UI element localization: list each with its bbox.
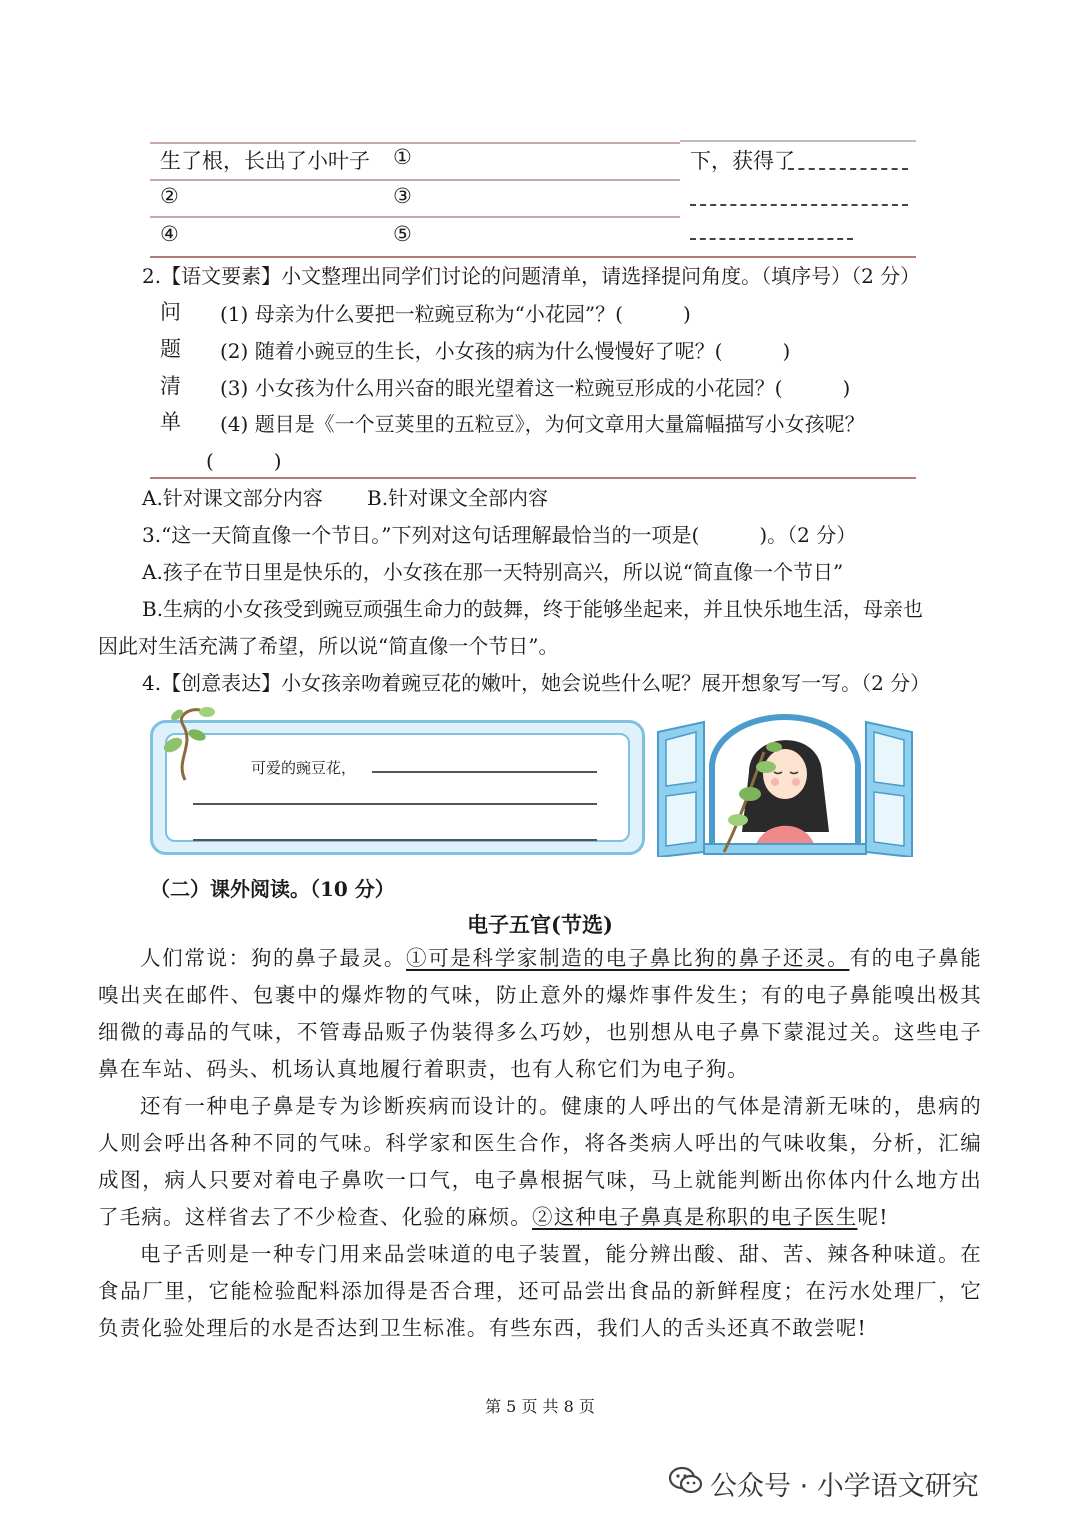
paragraph-3: 电子舌则是一种专门用来品尝味道的电子装置，能分辨出酸、甜、苦、辣各种味道。在食品厂里，它能检验配料添加得是否合理，还可品尝出食品的新鲜程度；在污水处理厂，它负责化验处理后的水是否达到卫生标准。有些东西，我们人的舌头还真不敢尝呢! bbox=[98, 1242, 982, 1340]
q4-stem: 4.【创意表达】小女孩亲吻着豌豆花的嫩叶，她会说些什么呢？展开想象写一写。（2 分） bbox=[142, 671, 931, 695]
q3-option-b: B.生病的小女孩受到豌豆顽强生命力的鼓舞，终于能够坐起来，并且快乐地生活，母亲也 bbox=[142, 597, 924, 621]
table-top-rule bbox=[150, 142, 680, 144]
paragraph-2 bbox=[98, 1088, 982, 1236]
answer-blank[interactable] bbox=[690, 204, 908, 206]
passage bbox=[98, 940, 982, 1347]
table-cell: ⑤ bbox=[393, 222, 412, 246]
writing-line[interactable] bbox=[193, 803, 597, 805]
paragraph-1 bbox=[98, 940, 982, 1088]
table-row-rule bbox=[150, 179, 680, 181]
table-cell: ② bbox=[160, 184, 179, 208]
q2-stem: 2.【语文要素】小文整理出同学们讨论的问题清单，请选择提问角度。（填序号）（2 分） bbox=[142, 264, 921, 288]
table-top-rule-right bbox=[680, 140, 916, 142]
option-a: A.针对课文部分内容 bbox=[142, 486, 323, 510]
question-item: (3) 小女孩为什么用兴奋的眼光望着这一粒豌豆形成的小花园？( ) bbox=[220, 376, 851, 400]
option-b: B.针对课文全部内容 bbox=[367, 486, 549, 510]
answer-blank[interactable] bbox=[690, 238, 853, 240]
card-prompt: 可爱的豌豆花， bbox=[251, 759, 357, 777]
question-item: (2) 随着小豌豆的生长，小女孩的病为什么慢慢好了呢？( ) bbox=[220, 339, 791, 363]
table-cell: ① bbox=[393, 145, 412, 169]
side-label: 单 bbox=[160, 410, 181, 434]
paragraph-text: 还有一种电子鼻是专为诊断疾病而设计的。健康的人呼出的气体是清新无味的，患病的人则会呼出各种不同的气味。科学家和医生合作，将各类病人呼出的气味收集，分析，汇编成图，病人只要对着电子鼻吹一口气，电子鼻根据气味，马上就能判断出你体内什么地方出了毛病。这样省去了不少检查、化验的麻烦。 bbox=[98, 1094, 982, 1229]
wechat-icon bbox=[668, 1463, 704, 1499]
writing-line[interactable] bbox=[372, 771, 597, 773]
underlined-sentence-2: ②这种电子鼻真是称职的电子医生 bbox=[532, 1205, 858, 1229]
table-cell: 生了根，长出了小叶子 bbox=[160, 149, 370, 173]
table-bottom-rule bbox=[150, 256, 916, 258]
box-bottom-rule bbox=[150, 477, 916, 479]
question-item: (4) 题目是《一个豆荚里的五粒豆》，为何文章用大量篇幅描写小女孩呢？ bbox=[220, 412, 865, 436]
table-cell: ③ bbox=[393, 184, 412, 208]
paragraph-text: 呢! bbox=[857, 1205, 889, 1229]
side-label: 问 bbox=[160, 300, 181, 324]
vine-icon bbox=[155, 700, 225, 785]
page-footer: 第 5 页 共 8 页 bbox=[485, 1397, 595, 1416]
writing-line[interactable] bbox=[193, 839, 597, 841]
q3-option-a: A.孩子在节日里是快乐的，小女孩在那一天特别高兴，所以说“简直像一个节日” bbox=[142, 560, 844, 584]
table-cell: 下，获得了 bbox=[690, 149, 795, 173]
side-label: 题 bbox=[160, 337, 181, 361]
table-row-rule bbox=[150, 216, 680, 218]
answer-parens[interactable]: ( ) bbox=[206, 449, 282, 473]
side-label: 清 bbox=[160, 374, 181, 398]
section-heading: （二）课外阅读。（10 分） bbox=[150, 877, 395, 901]
answer-blank[interactable] bbox=[788, 168, 908, 170]
underlined-sentence-1: ①可是科学家制造的电子鼻比狗的鼻子还灵。 bbox=[406, 946, 850, 970]
question-item: (1) 母亲为什么要把一粒豌豆称为“小花园”？( ) bbox=[220, 302, 691, 326]
girl-window-illustration bbox=[654, 712, 916, 857]
q3-stem: 3.“这一天简直像一个节日。”下列对这句话理解最恰当的一项是( )。（2 分） bbox=[142, 523, 857, 547]
passage-title: 电子五官(节选) bbox=[467, 912, 613, 937]
paragraph-text: 人们常说：狗的鼻子最灵。 bbox=[140, 946, 407, 970]
paragraph-text: 有的电子鼻能嗅出夹在邮件、包裹中的爆炸物的气味，防止意外的爆炸事件发生；有的电子鼻能嗅出极其细微的毒品的气味，不管毒品贩子伪装得多么巧妙，也别想从电子鼻下蒙混过关。这些电子鼻在车站、码头、机场认真地履行着职责，也有人称它们为电子狗。 bbox=[98, 946, 983, 1081]
q3-option-b-cont: 因此对生活充满了希望，所以说“简直像一个节日”。 bbox=[98, 634, 559, 658]
table-cell: ④ bbox=[160, 222, 179, 246]
watermark: 公众号 · 小学语文研究 bbox=[710, 1471, 979, 1502]
writing-area[interactable] bbox=[165, 733, 630, 842]
